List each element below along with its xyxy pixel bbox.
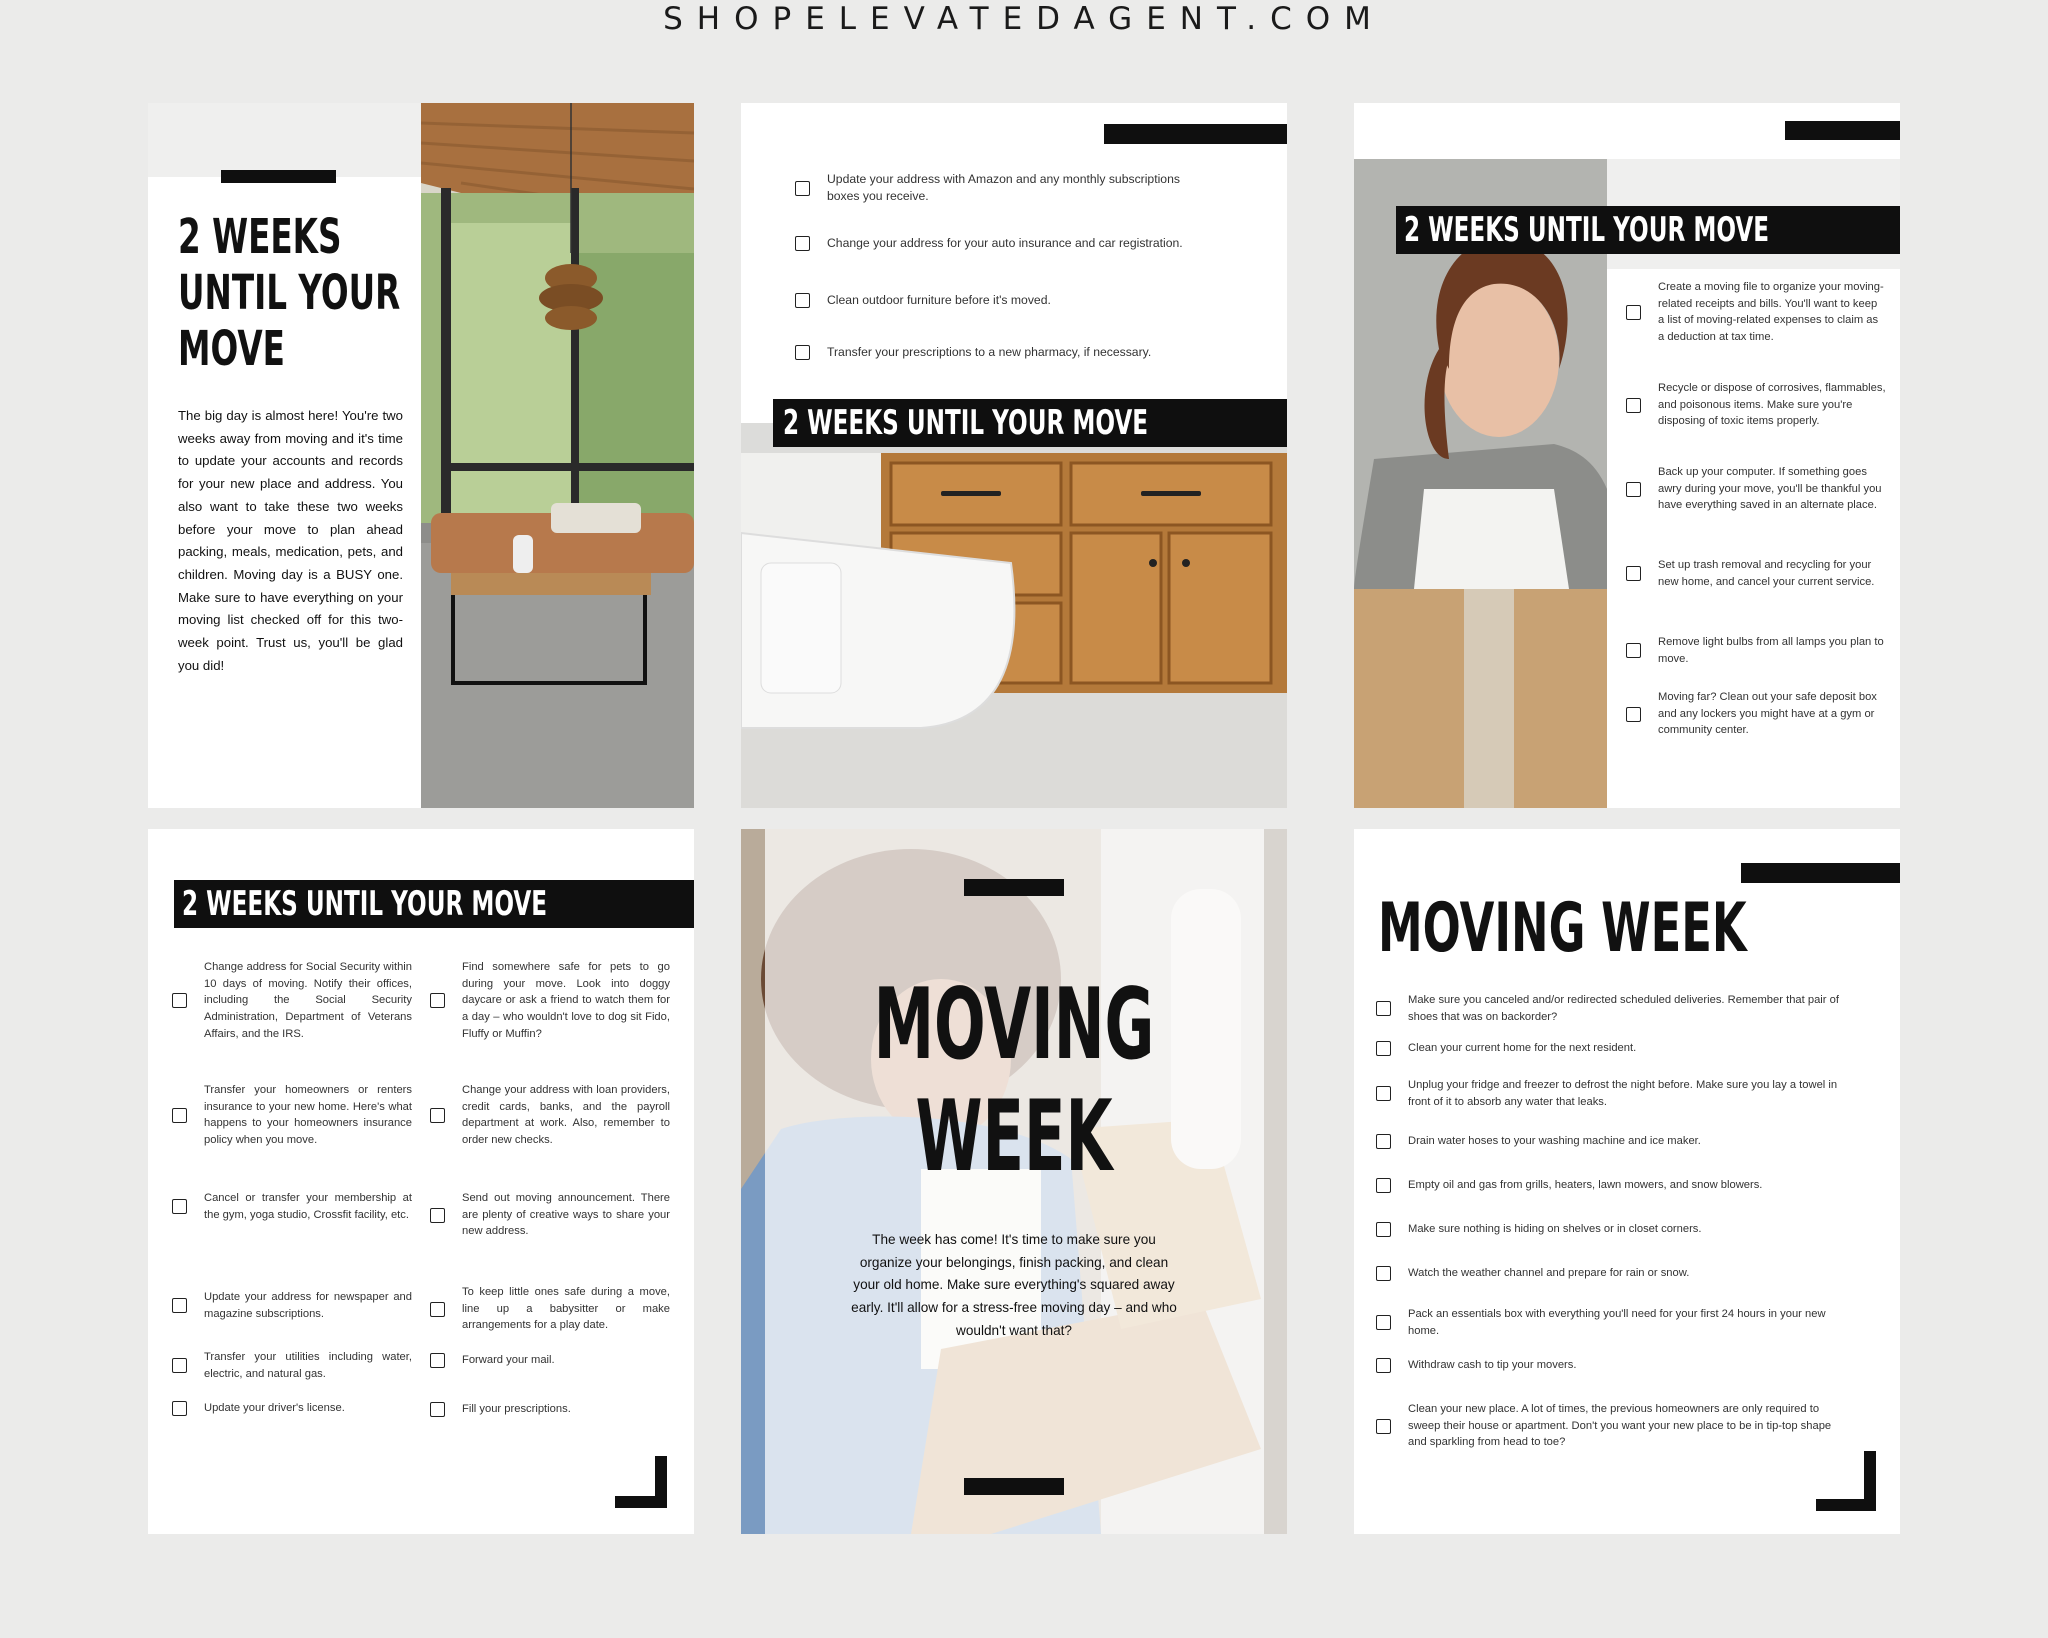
list-item[interactable] [430, 1082, 670, 1149]
checkbox[interactable] [1376, 1419, 1391, 1434]
checkbox[interactable] [1376, 1315, 1391, 1330]
list-item[interactable] [1626, 557, 1886, 590]
list-item[interactable] [172, 1349, 412, 1382]
cover-title [741, 969, 1287, 1193]
item-text: Forward your mail. [462, 1354, 555, 1366]
checkbox[interactable] [795, 293, 810, 308]
checkbox[interactable] [172, 1358, 187, 1373]
item-text: Transfer your homeowners or renters insurance to your new home. Here's what happens to your homeowners insurance policy when you move. [204, 1084, 412, 1147]
list-item[interactable] [430, 959, 670, 1043]
page-two-weeks-checklist-b [1354, 103, 1900, 808]
item-text: Transfer your utilities including water, electric, and natural gas. [204, 1351, 412, 1380]
list-item[interactable] [1376, 1221, 1846, 1238]
corner-bracket [1816, 1451, 1876, 1511]
item-text: Watch the weather channel and prepare for rain or snow. [1408, 1267, 1690, 1279]
checkbox[interactable] [1376, 1222, 1391, 1237]
living-room-photo [421, 103, 694, 808]
page-two-weeks-checklist-c [148, 829, 694, 1534]
checkbox[interactable] [430, 1108, 445, 1123]
item-text: To keep little ones safe during a move, line up a babysitter or make arrangements for a play date. [462, 1286, 670, 1332]
list-item[interactable] [430, 1352, 670, 1369]
list-item[interactable] [1376, 1177, 1846, 1194]
item-text: Set up trash removal and recycling for your new home, and cancel your current service. [1658, 559, 1875, 588]
checkbox[interactable] [1626, 643, 1641, 658]
intro-paragraph: The big day is almost here! You're two weeks away from moving and it's time to update your accounts and records for your new place and address. You also want to take these two weeks before your move to plan ahead packing, meals, medication, pets, and children. Moving day is a BUSY one. Make sure to have everything on your moving list checked off for this two-week point. Trust us, you'll be glad you did! [178, 408, 403, 673]
list-item[interactable] [430, 1190, 670, 1240]
list-item[interactable] [1626, 689, 1886, 739]
list-item[interactable] [1376, 1306, 1846, 1339]
item-text: Clean outdoor furniture before it's moved. [827, 293, 1051, 307]
item-text: Back up your computer. If something goes awry during your move, you'll be thankful you have everything saved in an alternate place. [1658, 466, 1882, 512]
item-text: Unplug your fridge and freezer to defrost the night before. Make sure you lay a towel in front of it to absorb any water that leaks. [1408, 1079, 1838, 1108]
checkbox[interactable] [1376, 1134, 1391, 1149]
title-line: MOVING [873, 968, 1155, 1082]
list-item[interactable] [795, 235, 1275, 252]
checkbox[interactable] [430, 1208, 445, 1223]
checkbox[interactable] [1376, 1001, 1391, 1016]
list-item[interactable] [1626, 464, 1886, 514]
list-item[interactable] [172, 1082, 412, 1149]
accent-bar [1104, 124, 1287, 144]
title-text: MOVING WEEK [1378, 889, 1747, 968]
checkbox[interactable] [430, 1402, 445, 1417]
checkbox[interactable] [1376, 1178, 1391, 1193]
checkbox[interactable] [1626, 707, 1641, 722]
list-item[interactable] [172, 1289, 412, 1322]
list-item[interactable] [1376, 1265, 1846, 1282]
section-tag [773, 399, 1287, 447]
list-item[interactable] [1376, 1357, 1846, 1374]
tag-text: 2 WEEKS UNTIL YOUR MOVE [182, 884, 548, 924]
tag-text: 2 WEEKS UNTIL YOUR MOVE [783, 403, 1149, 443]
checkbox[interactable] [795, 181, 810, 196]
list-item[interactable] [1626, 634, 1886, 667]
list-item[interactable] [430, 1401, 670, 1418]
list-item[interactable] [1376, 1401, 1846, 1451]
list-item[interactable] [1626, 279, 1886, 346]
accent-bar [1741, 863, 1900, 883]
page-title [1378, 889, 1900, 969]
list-item[interactable] [1376, 1077, 1846, 1110]
item-text: Update your driver's license. [204, 1402, 345, 1414]
list-item[interactable] [795, 344, 1275, 361]
item-text: Empty oil and gas from grills, heaters, lawn mowers, and snow blowers. [1408, 1179, 1763, 1191]
accent-bar [221, 170, 336, 183]
item-text: Make sure you canceled and/or redirected scheduled deliveries. Remember that pair of shoes that was on backorder? [1408, 994, 1839, 1023]
item-text: Recycle or dispose of corrosives, flammables, and poisonous items. Make sure you're disposing of toxic items properly. [1658, 382, 1886, 428]
page-moving-week-checklist [1354, 829, 1900, 1534]
item-text: Change your address with loan providers, credit cards, banks, and the payroll department at work. Also, remember to order new checks. [462, 1084, 670, 1147]
item-text: Find somewhere safe for pets to go during your move. Look into doggy daycare or ask a friend to watch them for a day – who wouldn't love to dog sit Fido, Fluffy or Muffin? [462, 961, 670, 1040]
title-line: UNTIL YOUR [178, 265, 401, 321]
title-line: MOVE [178, 321, 285, 377]
checkbox[interactable] [1626, 566, 1641, 581]
woman-with-box-photo [1354, 159, 1607, 808]
checkbox[interactable] [795, 236, 810, 251]
checkbox[interactable] [172, 1108, 187, 1123]
checkbox[interactable] [1376, 1266, 1391, 1281]
list-item[interactable] [1376, 992, 1846, 1025]
checkbox[interactable] [1376, 1086, 1391, 1101]
intro-paragraph: The week has come! It's time to make sure you organize your belongings, finish packing, and clean your old home. Make sure everything's squared away early. It'll allow for a stress-free moving day – and who wouldn't want that? [851, 1232, 1177, 1338]
page-two-weeks-intro [148, 103, 694, 808]
checkbox[interactable] [430, 1302, 445, 1317]
list-item[interactable] [1376, 1040, 1846, 1057]
accent-bar [964, 1478, 1064, 1495]
item-text: Update your address for newspaper and magazine subscriptions. [204, 1291, 412, 1320]
checkbox[interactable] [172, 1298, 187, 1313]
item-text: Withdraw cash to tip your movers. [1408, 1359, 1577, 1371]
bathroom-photo [741, 423, 1287, 808]
item-text: Remove light bulbs from all lamps you plan to move. [1658, 636, 1884, 665]
checkbox[interactable] [430, 1353, 445, 1368]
item-text: Transfer your prescriptions to a new pharmacy, if necessary. [827, 345, 1152, 359]
page-two-weeks-checklist-a [741, 103, 1287, 808]
checkbox[interactable] [172, 993, 187, 1008]
checkbox[interactable] [1626, 305, 1641, 320]
checkbox[interactable] [795, 345, 810, 360]
item-text: Make sure nothing is hiding on shelves or in closet corners. [1408, 1223, 1702, 1235]
checkbox[interactable] [1376, 1041, 1391, 1056]
list-item[interactable] [1376, 1133, 1846, 1150]
item-text: Change your address for your auto insurance and car registration. [827, 236, 1183, 250]
list-item[interactable] [1626, 380, 1886, 430]
item-text: Change address for Social Security within 10 days of moving. Notify their offices, including the Social Security Administration, Department of Veterans Affairs, and the IRS. [204, 961, 412, 1040]
accent-bar [964, 879, 1064, 896]
checkbox[interactable] [172, 1199, 187, 1214]
list-item[interactable] [172, 1400, 412, 1417]
item-text: Pack an essentials box with everything you'll need for your first 24 hours in your new home. [1408, 1308, 1826, 1337]
item-text: Fill your prescriptions. [462, 1403, 571, 1415]
tag-text: 2 WEEKS UNTIL YOUR MOVE [1404, 210, 1770, 250]
title-line: WEEK [915, 1080, 1113, 1194]
item-text: Cancel or transfer your membership at the gym, yoga studio, Crossfit facility, etc. [204, 1192, 412, 1221]
checkbox[interactable] [172, 1401, 187, 1416]
item-text: Drain water hoses to your washing machine and ice maker. [1408, 1135, 1701, 1147]
page-moving-week-cover [741, 829, 1287, 1534]
item-text: Clean your new place. A lot of times, the previous homeowners are only required to sweep their house or apartment. Don't you want your new place to be in tip-top shape and sparkling from head to toe? [1408, 1403, 1832, 1449]
item-text: Clean your current home for the next resident. [1408, 1042, 1637, 1054]
list-item[interactable] [430, 1284, 670, 1334]
list-item[interactable] [172, 959, 412, 1043]
item-text: Moving far? Clean out your safe deposit box and any lockers you might have at a gym or community center. [1658, 691, 1877, 737]
top-band [148, 103, 421, 177]
section-tag [1396, 206, 1900, 254]
accent-bar [1785, 121, 1900, 140]
site-url: SHOPELEVATEDAGENT.COM [663, 1, 1385, 37]
checkbox[interactable] [1626, 482, 1641, 497]
checkbox[interactable] [1376, 1358, 1391, 1373]
checkbox[interactable] [1626, 398, 1641, 413]
corner-bracket [615, 1456, 667, 1508]
list-item[interactable] [795, 171, 1195, 205]
list-item[interactable] [172, 1190, 412, 1223]
item-text: Send out moving announcement. There are plenty of creative ways to share your new address. [462, 1192, 670, 1238]
section-tag [174, 880, 694, 928]
title-line: 2 WEEKS [178, 209, 342, 265]
checkbox[interactable] [430, 993, 445, 1008]
item-text: Create a moving file to organize your moving-related receipts and bills. You'll want to keep a list of moving-related expenses to claim as a deduction at tax time. [1658, 281, 1884, 344]
item-text: Update your address with Amazon and any monthly subscriptions boxes you receive. [827, 172, 1180, 203]
list-item[interactable] [795, 292, 1275, 309]
